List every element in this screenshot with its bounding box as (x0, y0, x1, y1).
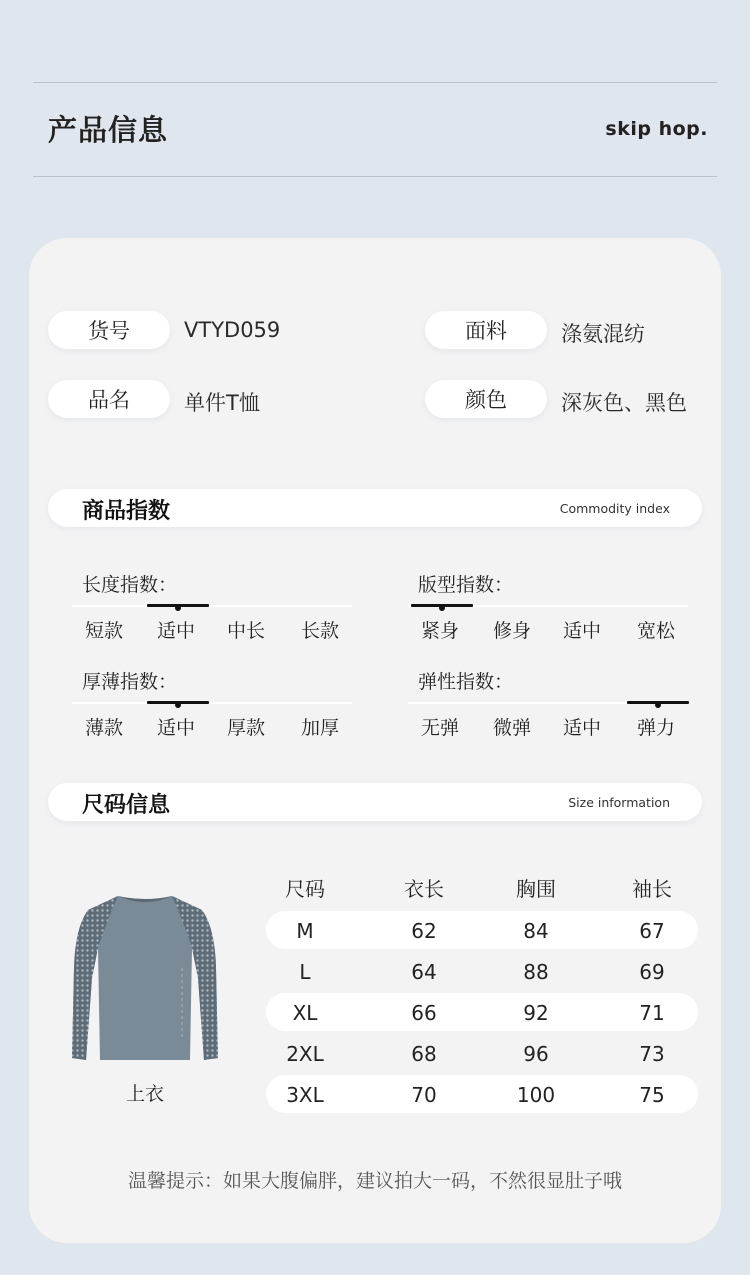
size-table-cell: 88 (523, 960, 549, 984)
size-table-cell: 100 (516, 1083, 556, 1107)
commodity-index-title: 商品指数 (82, 499, 171, 524)
size-table-cell: 64 (411, 960, 437, 984)
color-label: 颜色 (425, 380, 547, 418)
index-selected-dot (175, 605, 181, 611)
index-selected-dot (439, 605, 445, 611)
color-value: 深灰色、黑色 (561, 391, 687, 415)
size-table-cell: M (296, 919, 314, 943)
commodity-index-header (48, 489, 702, 527)
size-table-header: 衣长 (404, 877, 444, 901)
size-table-header: 胸围 (516, 877, 556, 901)
size-table-cell: 71 (639, 1001, 665, 1025)
size-table-cell: 68 (411, 1042, 437, 1066)
index-label: 弹性指数： (418, 671, 514, 693)
index-option: 无弹 (420, 717, 459, 739)
size-table-header: 尺码 (285, 877, 325, 901)
fabric-value: 涤氨混纺 (561, 322, 645, 346)
size-table-cell: 92 (523, 1001, 549, 1025)
size-info-header (48, 783, 702, 821)
index-option: 适中 (562, 620, 601, 642)
size-info-title: 尺码信息 (82, 793, 171, 818)
size-table-cell: XL (292, 1001, 318, 1025)
size-table-cell: 62 (411, 919, 437, 943)
item-no-value: VTYD059 (184, 318, 281, 342)
index-option: 弹力 (636, 717, 675, 739)
size-table-cell: 73 (639, 1042, 665, 1066)
index-selected-dot (175, 702, 181, 708)
index-option: 长款 (300, 620, 339, 642)
index-label: 长度指数： (82, 574, 178, 596)
index-label: 厚薄指数： (82, 671, 178, 693)
name-value: 单件T恤 (184, 391, 260, 415)
size-table-header: 袖长 (632, 877, 672, 901)
item-no-label: 货号 (48, 311, 170, 349)
index-option: 加厚 (300, 717, 339, 739)
size-table-cell: 84 (523, 919, 549, 943)
size-table-cell: 96 (523, 1042, 549, 1066)
size-info-subtitle: Size information (568, 795, 670, 810)
size-table-cell: 70 (411, 1083, 437, 1107)
fabric-label: 面料 (425, 311, 547, 349)
page-title: 产品信息 (48, 113, 169, 147)
size-tip: 温馨提示：如果大腹偏胖，建议拍大一码，不然很显肚子哦 (127, 1170, 622, 1192)
index-label: 版型指数： (418, 574, 514, 596)
index-track (72, 702, 352, 704)
size-table-cell: 75 (639, 1083, 665, 1107)
index-option: 修身 (492, 620, 531, 642)
index-selected-dot (655, 702, 661, 708)
index-option: 厚款 (226, 717, 265, 739)
index-option: 适中 (156, 620, 195, 642)
size-table-cell: 67 (639, 919, 665, 943)
index-option: 中长 (226, 620, 265, 642)
shirt-label: 上衣 (125, 1083, 164, 1105)
index-option: 短款 (84, 620, 123, 642)
size-table-cell: 66 (411, 1001, 437, 1025)
index-option: 薄款 (84, 717, 123, 739)
shirt-image (70, 888, 220, 1068)
index-option: 宽松 (636, 620, 675, 642)
index-option: 紧身 (420, 620, 459, 642)
index-option: 微弹 (492, 717, 531, 739)
index-track (72, 605, 352, 607)
size-table-cell: 3XL (286, 1083, 324, 1107)
size-table-cell: 2XL (286, 1042, 324, 1066)
size-table-cell: 69 (639, 960, 665, 984)
commodity-index-subtitle: Commodity index (559, 501, 670, 516)
top-divider (33, 82, 717, 83)
index-option: 适中 (562, 717, 601, 739)
index-option: 适中 (156, 717, 195, 739)
brand-logo: skip hop. (605, 118, 708, 140)
header-divider (33, 176, 717, 177)
size-table-cell: L (299, 960, 311, 984)
name-label: 品名 (48, 380, 170, 418)
